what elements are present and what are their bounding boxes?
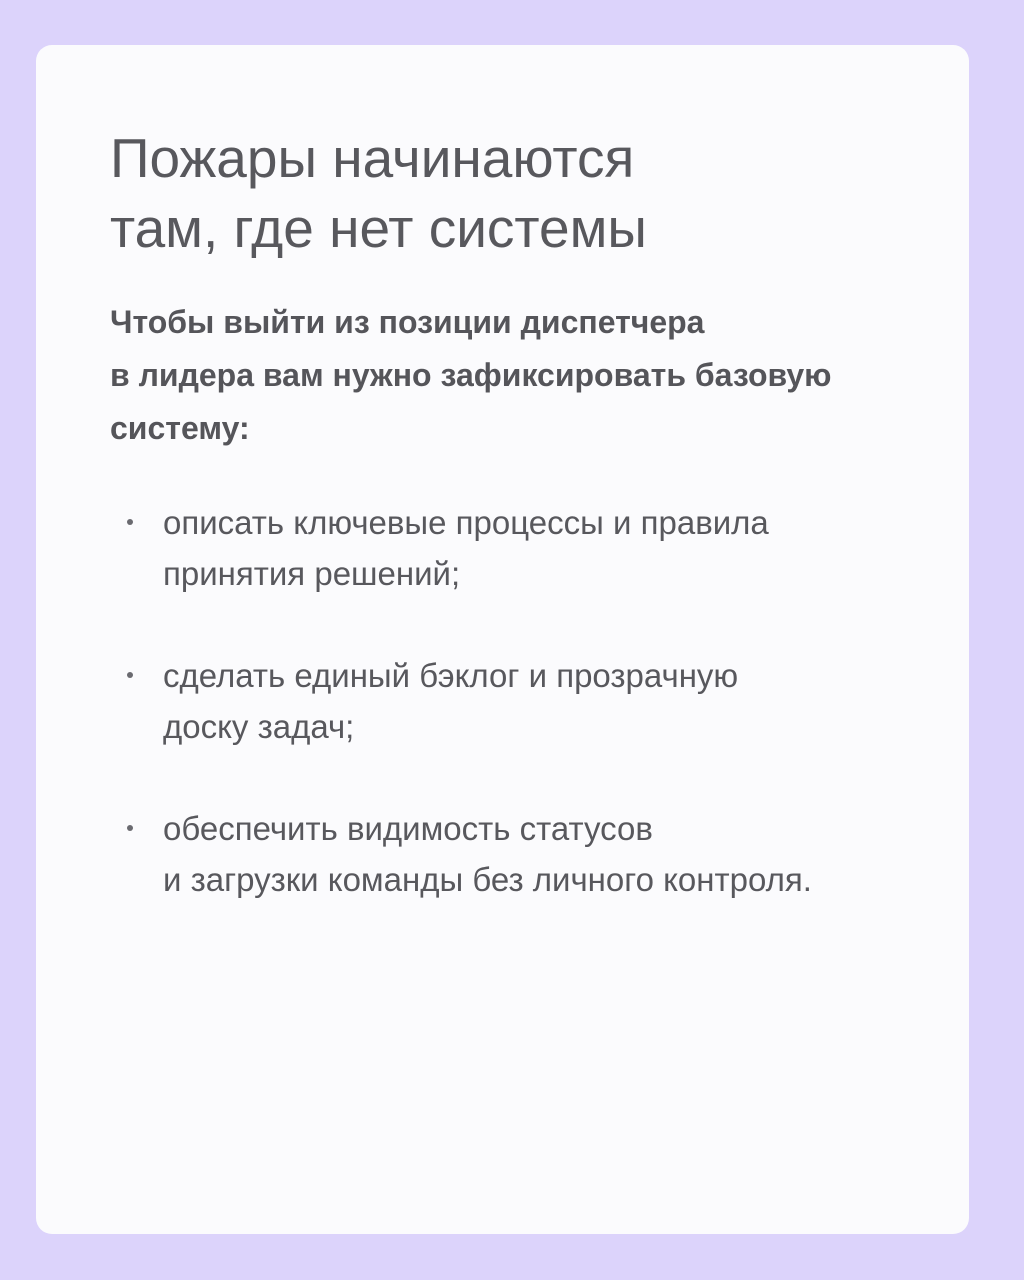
bullet-line: сделать единый бэклог и прозрачную <box>163 657 739 694</box>
title-line: там, где нет системы <box>110 197 647 259</box>
page-title <box>110 123 870 263</box>
bullet-list <box>126 497 926 956</box>
bullet-line: доску задач; <box>163 708 355 745</box>
intro-line: Чтобы выйти из позиции диспетчера <box>110 304 705 340</box>
bullet-line: обеспечить видимость статусов <box>163 810 653 847</box>
bullet-line: принятия решений; <box>163 555 461 592</box>
list-item <box>126 803 926 905</box>
content-card <box>36 45 969 1234</box>
bullet-dot-icon <box>127 672 133 678</box>
title-line: Пожары начинаются <box>110 127 635 189</box>
list-item <box>126 497 926 599</box>
bullet-line: описать ключевые процессы и правила <box>163 504 769 541</box>
bullet-line: и загрузки команды без личного контроля. <box>163 861 812 898</box>
intro-text <box>110 296 930 455</box>
bullet-dot-icon <box>127 825 133 831</box>
bullet-dot-icon <box>127 519 133 525</box>
list-item <box>126 650 926 752</box>
intro-line: систему: <box>110 410 250 446</box>
intro-line: в лидера вам нужно зафиксировать базовую <box>110 357 832 393</box>
